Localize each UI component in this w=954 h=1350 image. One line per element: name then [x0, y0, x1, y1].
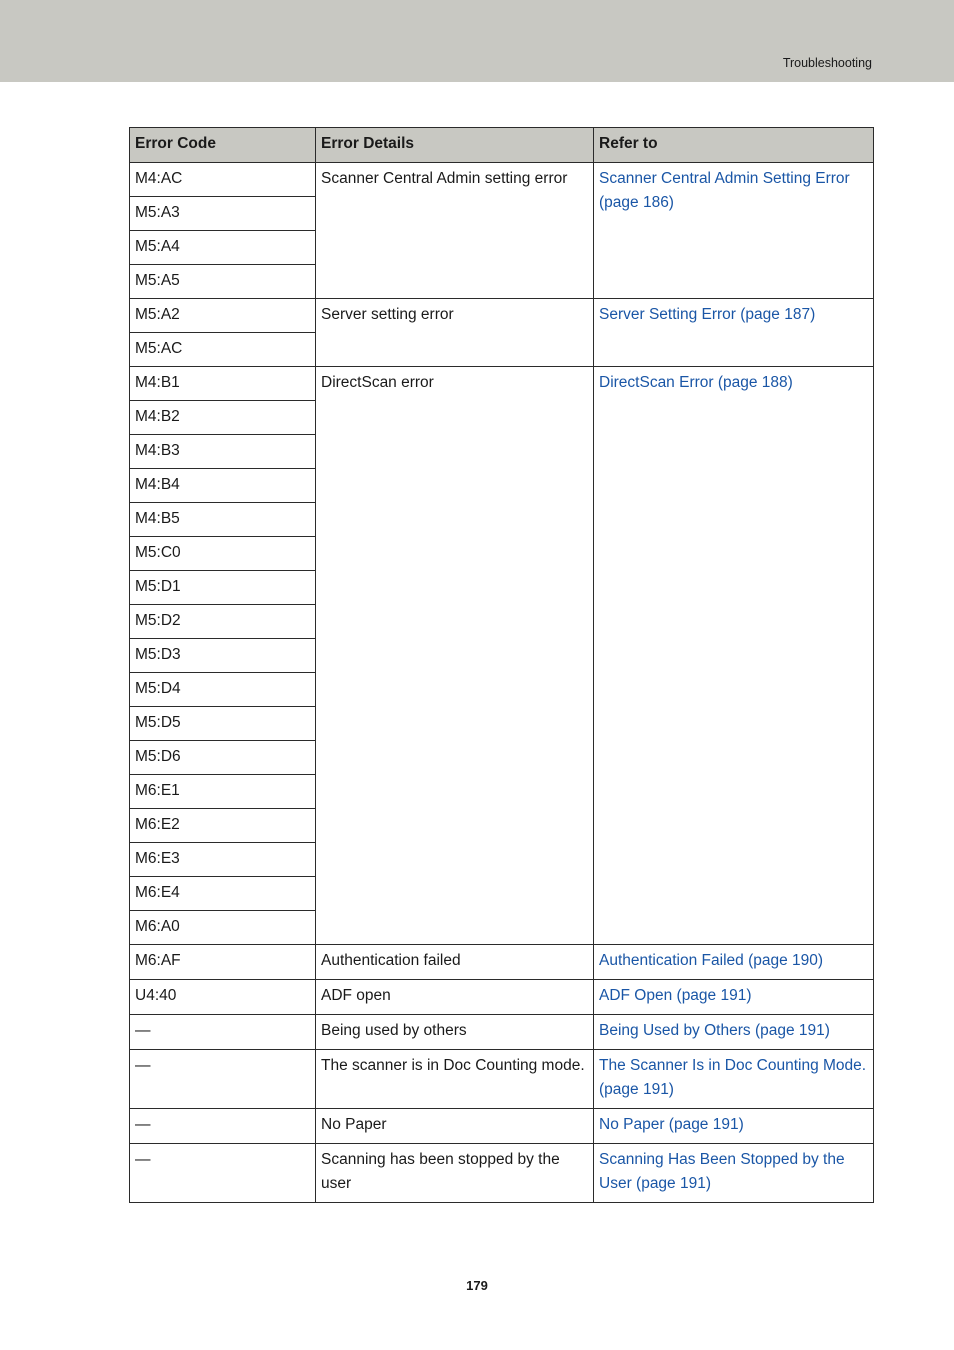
error-code-cell: M5:D2 [130, 605, 316, 639]
error-code-cell: M6:E3 [130, 843, 316, 877]
error-code-cell: — [130, 1015, 316, 1050]
table-body [130, 163, 874, 1203]
table-row [130, 367, 874, 401]
error-code-cell: M5:AC [130, 333, 316, 367]
error-code-cell: U4:40 [130, 980, 316, 1015]
error-code-cell: M4:AC [130, 163, 316, 197]
error-code-cell: M5:A4 [130, 231, 316, 265]
error-code-cell: — [130, 1109, 316, 1144]
error-code-cell: M5:A3 [130, 197, 316, 231]
table-row [130, 1144, 874, 1203]
refer-to-link[interactable]: Being Used by Others (page 191) [599, 1022, 830, 1039]
error-code-cell: M5:D1 [130, 571, 316, 605]
error-code-cell: — [130, 1050, 316, 1109]
error-code-cell: M4:B2 [130, 401, 316, 435]
error-code-cell: M4:B3 [130, 435, 316, 469]
refer-to-cell [594, 367, 874, 945]
error-details-cell: Server setting error [316, 299, 594, 367]
error-details-cell: DirectScan error [316, 367, 594, 945]
error-code-cell: M6:AF [130, 945, 316, 980]
error-code-cell: M5:D5 [130, 707, 316, 741]
error-code-cell: M5:A5 [130, 265, 316, 299]
error-code-cell: M6:A0 [130, 911, 316, 945]
refer-to-link[interactable]: Server Setting Error (page 187) [599, 306, 816, 323]
error-code-cell: M4:B1 [130, 367, 316, 401]
error-details-cell: ADF open [316, 980, 594, 1015]
error-code-cell: M5:A2 [130, 299, 316, 333]
header-error-details: Error Details [316, 128, 594, 163]
page-number: 179 [466, 1278, 488, 1293]
error-code-table [129, 127, 874, 1203]
error-code-cell: M6:E4 [130, 877, 316, 911]
table-row [130, 299, 874, 333]
error-code-cell: M5:D6 [130, 741, 316, 775]
error-details-cell: Scanner Central Admin setting error [316, 163, 594, 299]
refer-to-cell [594, 299, 874, 367]
table-header-row [130, 128, 874, 163]
error-code-cell: M6:E2 [130, 809, 316, 843]
refer-to-link[interactable]: Scanning Has Been Stopped by the User (page 191) [599, 1151, 845, 1192]
page-header [0, 0, 954, 82]
table-row [130, 1050, 874, 1109]
error-code-cell: M4:B4 [130, 469, 316, 503]
refer-to-cell [594, 1109, 874, 1144]
error-code-cell: M6:E1 [130, 775, 316, 809]
table-row [130, 1015, 874, 1050]
header-refer-to: Refer to [594, 128, 874, 163]
refer-to-cell [594, 980, 874, 1015]
refer-to-cell [594, 945, 874, 980]
refer-to-cell [594, 163, 874, 299]
error-code-cell: M5:D3 [130, 639, 316, 673]
table-row [130, 980, 874, 1015]
error-details-cell: Being used by others [316, 1015, 594, 1050]
refer-to-link[interactable]: The Scanner Is in Doc Counting Mode. (page 191) [599, 1057, 867, 1098]
error-code-cell: M4:B5 [130, 503, 316, 537]
refer-to-link[interactable]: Authentication Failed (page 190) [599, 952, 824, 969]
error-code-cell: — [130, 1144, 316, 1203]
table-row [130, 945, 874, 980]
refer-to-link[interactable]: ADF Open (page 191) [599, 987, 752, 1004]
error-details-cell: The scanner is in Doc Counting mode. [316, 1050, 594, 1109]
error-details-cell: Scanning has been stopped by the user [316, 1144, 594, 1203]
refer-to-cell [594, 1015, 874, 1050]
refer-to-cell [594, 1144, 874, 1203]
table-row [130, 163, 874, 197]
error-code-cell: M5:C0 [130, 537, 316, 571]
refer-to-cell [594, 1050, 874, 1109]
refer-to-link[interactable]: Scanner Central Admin Setting Error (page 186) [599, 170, 850, 211]
section-title: Troubleshooting [782, 56, 872, 70]
refer-to-link[interactable]: No Paper (page 191) [599, 1116, 744, 1133]
table-row [130, 1109, 874, 1144]
error-code-cell: M5:D4 [130, 673, 316, 707]
header-error-code: Error Code [130, 128, 316, 163]
error-details-cell: Authentication failed [316, 945, 594, 980]
error-details-cell: No Paper [316, 1109, 594, 1144]
refer-to-link[interactable]: DirectScan Error (page 188) [599, 374, 793, 391]
